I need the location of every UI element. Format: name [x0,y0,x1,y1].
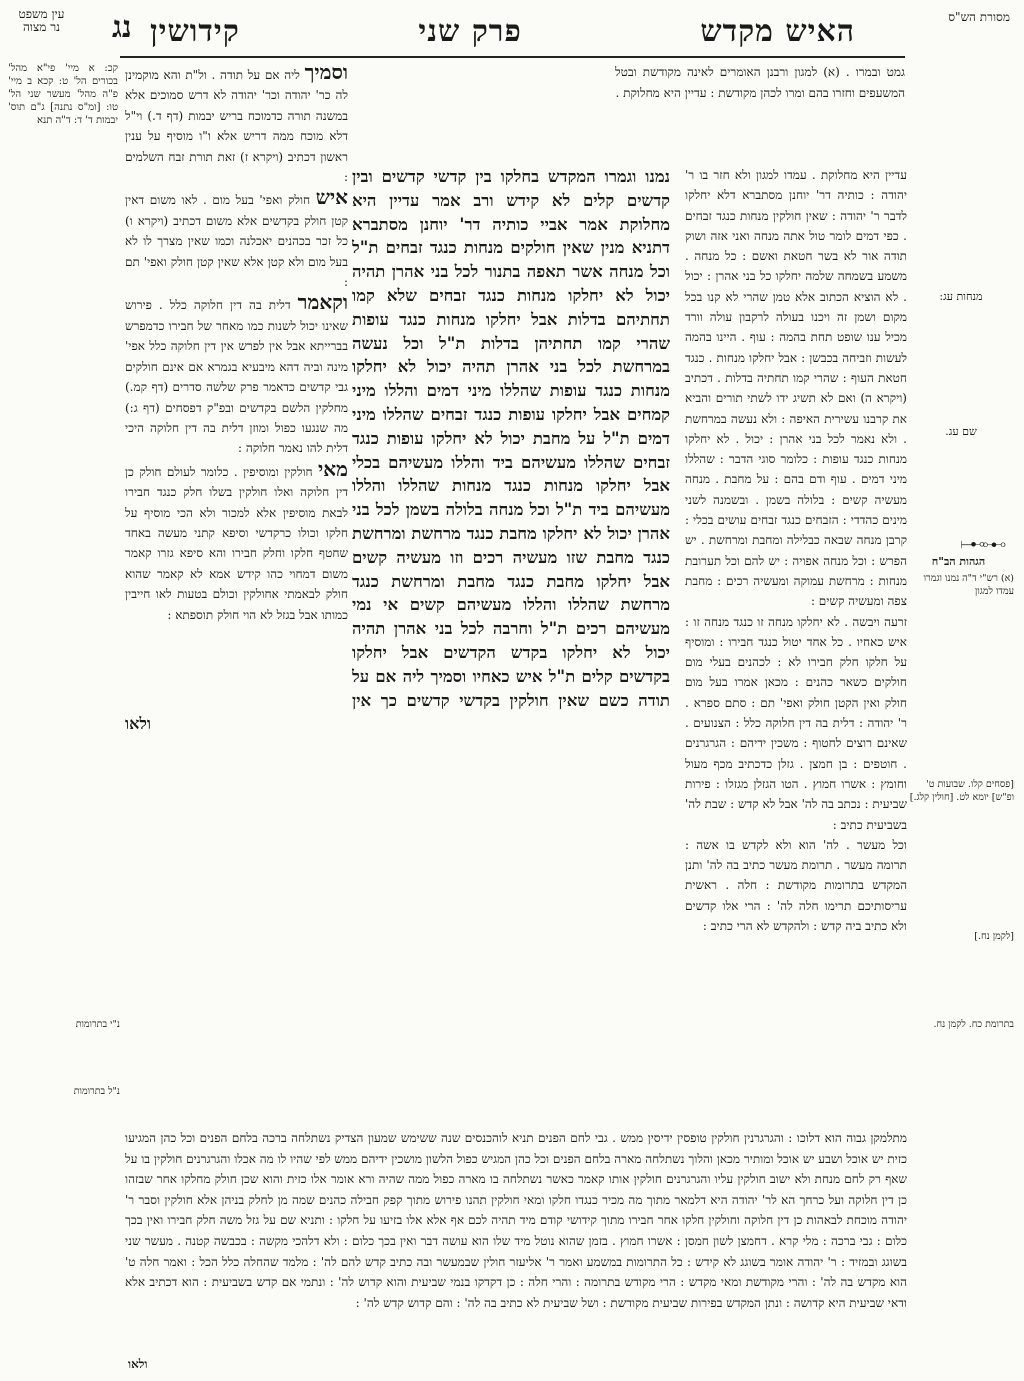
gemara-intro [615,62,905,162]
rashi-text: וכל מעשר . לה' הוא ולא לקדש בו אשה : תרומה מעשר . תרומת מעשר כתיב בה לה' ותנן המקדש בתרומות מקודשת : חלה . ראשית עריסותיכם תרימו חלה לה' : הרי אלו קדשים ולא כתיב ביה קדש : ולהקדש לא הרי כתיב : [685,837,907,933]
header-rule [120,56,905,58]
bottom-text: מתלמקן גבוה הוא דלוכו : והגרגרנין חולקין טופסין ידיסין ממש . גבי לחם הפנים תניא לוהכנסים שנה ששימש שמעון הצדיק נשתלחה ברכה בלחם הפנים וכל כהן המגיעו כזית יש אוכל ושבע יש אוכל ומותיר מכאן והלוך נשתלחה מארה בלחם הפנים וכל כהן המגיש כפול הלשון מושכין ידיהם ממש לפי שהיו לו מה אכלו והגרגרנים חולקין בו על שאף רק לחם מנחת ולא ישוב חולקין עליו והגרגרנים חולקין אותו קאמר כאשר נשתלחה בו מארה כפול ממה שהיה ורא אומר אלו כזית והוא שכן חולק מחלקו אחר שבזהו כן דין חלוקה ועל כרחך הא לר' יהודה היא דלמאר מתוך מה מכיר כנגדו חלקו ומאי חולקין תהנו פירוש מתוך קפק חבילה כהנים שמה מן לחלק בניהן אלא חולקין וסבר ר' יהודה מוכחת לבאהות כן דין חלוקה וחולקין חלקו אחר חבירו מתוך קידושי קודם מיד תהיה לכם אף אלא אלו בזיעו על חלקו : ותניא שם על גזל משה חלק חבירו ואין בכך כלום : גבי ברכה : מלי קרא . דחמצן לשון חמסן : אשרו חמוץ . בזמן שהוא נוטל מיד שלו הוא עושה דבר ואין בכך כלום : ולא דלהכי מקשה : בכבשה קטנה . מעשר שני בשוגג ובמזיד : ר' יהודה אומר בשוגג לא קידש : כל התרומות במשמע ואמר ר' אליעזר חולין שבמעשר ובה כתיב קדש להם לה' : מלמד שהחלה כלל הכל : ואמר חלה ט' הוא מקדש בה לה' : והרי מקודשת ומאי מקדש : הרי מקודש בתרומה : והרי חלה : כן דקדקו בנמי שביעית והוא קדוש לה' : ונתמי אם קדש בשביעית : הוא דכתיב אלא ודאי שביעית היא קדושה : ונתן המקדש בפירות שביעית מקודשת : ושל שביעית לא כתיב בה לה' : והם קדוש קדש לה' : [125,1131,907,1310]
rashi-column [685,165,907,1120]
hagahot-habach-note: (א) רש"י ד"ה נמנו וגמרו עמדו למגון [923,573,1014,597]
gemara-column [352,165,670,710]
hagahot-habach-title: הגהות הב"ח [931,555,986,568]
gemara-catchword: ולאו [125,714,151,733]
folio-number: נג [112,10,132,45]
hagahot-ornament: ⟜⊷⊶⟞ [960,536,1004,552]
masoret-ref: [לקמן נח.] [974,931,1014,942]
perek-label: פרק שני [418,13,522,49]
gemara-opening: גמט ובמרו . (א) למגון ורבנן האומרים לאינה מקודשת ובטל המשעפים וחזרו בהם ומרו לכהן מקודשת : עדיין היא מחלוקת . [615,65,905,100]
gemara-wide-block [125,712,670,1122]
masoret-ref: מנחות עג: [939,290,983,303]
tosafot-dibbur-hamatchil: מאי [318,456,348,481]
tosafot-dibbur-hamatchil: וסמיך [304,62,348,84]
masoret-ref: שם עג. [945,425,977,438]
bottom-catchword: ולאו [128,1357,148,1371]
tractate-title: קידושין [150,13,240,49]
gemara-text: נמנו וגמרו המקדש בחלקו בין קדשי קדשים ובין קדשים קלים לא קידש ורב אמר עדיין היא מחלוקת אמר אביי כותיה דר' יוחנן מסתברא דתניא מנין שאין חולקים מנחות כנגד זבחים ת"ל וכל מנחה אשר תאפה בתנור לכל בני אהרן תהיה יכול לא יחלקו מנחות כנגד זבחים שלא קמו תחתיהם בדלות אבל יחלקו מנחות כנגד עופות שהרי קמו תחתיהן בדלות ת"ל וכל נעשה במרחשת לכל בני אהרן תהיה יכול לא יחלקו מנחות כנגד עופות שהללו מיני דמים והללו מיני קמחים אבל יחלקו עופות כנגד זבחים שהללו מיני דמים ת"ל על מחבת יכול לא יחלקו עופות כנגד זבחים שהללו מעשיהם ביד והללו מעשיהם בכלי אבל יחלקו מנחות כנגד מנחות שהללו והללו מעשיהם ביד ת"ל וכל מנחה בלולה בשמן לכל בני אהרן יכול לא יחלקו מחבת כנגד מרחשת ומרחשת כנגד מחבת שזו מעשיה רכים וזו מעשיה קשים אבל יחלקו מחבת כנגד מחבת ומרחשת כנגד מרחשת שהללו והללו מעשיהם קשים אי נמי מעשיהם רכים ת"ל וחרבה לכל בני אהרן תהיה יכול לא יחלקו בקדש הקדשים אבל יחלקו בקדשים קלים ת"ל איש כאחיו וסמיך ליה אם על תודה כשם שאין חולקין בקדשי קדשים כך אין [352,167,670,710]
masoret-ref: [פסחים קלו. שבועות ט' ופ"ש] יומא לט. [חולין קלג.] [909,779,1014,803]
masoret-ref: בתרומת כח. לקמן נח. [933,1019,1014,1030]
rashi-text: זרעה ויבשה . לא יחלקו מנחה זו כנגד מנחה זו : איש כאחיו . כל אחד יטול כנגד חבירו : ומוסיף על חלקו חלק חבירו לא : לכהנים בעלי מום חולקים כשאר כהנים : מכאן אמרו בעל מום חולק ואין הקטן חולק ואפי' תם : סתם ספרא . ר' יהודה : דלית בה דין חלוקה כלל : הצנועים . שאינם רוצים לחטוף : משכין ידיהם : הגרגרנים . חוטפים : בן חמצן . גזלן כדכתיב מכף מעול וחומץ : אשרו חמוץ . הטו הגזלן מגזלו : פירות שביעית : נכתב בה לה' אבל לא קדש : שבת לה' בשביעית כתיב : [685,614,907,832]
tosafot-text: חולקין ומוסיפין . כלומר לעולם חולק כן דין חלוקה ואלו חולקין בשלו חלק כנגד חבירו לבאת מוסיפין אלא למכור ולא הכי מוסיף על חלקו וכולו כרקדשי וסיפא קתני מעשה באחד שחטף חלקו וחלק חבירו והא סיפא גזרו קאמר משום דמחוי כהו קידש אמא לא קאמר שהוא חולק לבאמתי אחולקין וכולם בטעות לאו חייבין כמותו אבל בגזל לא הוי חולק תוספתא : [125,464,348,622]
tosafot-column [125,62,348,710]
masoret-hashas-label: מסורת הש"ס [948,10,1010,24]
tosafot-dibbur-hamatchil: איש [315,185,348,210]
ein-mishpat-note: נ"י בתרומות [75,1019,120,1030]
rashi-text: עדיין היא מחלוקת . עמדו למגון ולא חזר בו ר' יהודה : כותיה דר' יוחנן מסתברא דלא יחלקו לדבר ר' יהודה : שאין חולקין מנחות כנגד זבחים . כפי דמים לומר טול אתה מנחה ואני אזה ושוק תודה אור לא בשר חטאת ואשם : כל מנחה . משמע בשמחה שלמה יחלקו כל בני אהרן : יכול . לא הוציא הכתוב אלא טמן שהרי לא קנו בכל מקום ושמן זה ויכנו בעולה לרקבון עולה וורד מכיל ענו שופט תחת בהמה : עוף . היינו בהמה לעשות וזביחה בכבשן : אבל יחלקו מנחות . כנגד חטאת העוף : שהרי קמו תחתיה בדלות . דכתיב (ויקרא ה) ואם לא תשיג ידו לשתי תורים והביא את קרבנו עשירית האיפה : ולא נעשה במרחשת . ולא נאמר לכל בני אהרן : יכול . לא יחלקו מנחות כנגד עופות : כלומר סוגי הדבר : שהללו מיני דמים . עוף ודם בהם : על מחבת . מנחה מעשיה קשים : בלולה בשמן . ובשמנה לשני מינים כהדדי : הזבחים כנגד זבחים עושים בכלי : קרבן מנחה שבאה כבלילה ומחבת ומרחשת . יש הפרש : וכל מנחה אפויה : יש להם וכל תערובת מנחות : מרחשת עמוקה ומעשיה רכים : מחבת צפה ומעשיה קשים : [685,168,907,609]
ein-mishpat-margin [8,62,118,262]
tosafot-text: ליה אם על תודה . ול"ת והא מוקמינן לה כר' יהודה וכר' יהודה לא דרש סמוכים אלא במשנה תורה כדמוכח בריש יבמות (דף ד.) וי"ל דלא מוכח ממה דריש אלא ו"ו מוסיף על ענין ראשון דכתיב (ויקרא ז) זאת תורת זבח השלמים : [125,68,348,185]
ein-mishpat-entry: קכ: א מיי' פי"א מהל' בכורים הל' ט: קכא ב מיי' פ"ה מהל' מעשר שני הל' טו: [ומ"ס נתנה] ג"ם תוס' יבמות ד' ד: ד"ה תנא [8,63,118,126]
tosafot-dibbur-hamatchil: וקאמר [297,290,348,315]
tosafot-text: דלית בה דין חלוקה כלל . פירוש שאינו יכול לשנות כמו מאחר של חבירו כדמפרש בברייתא אבל אין לפרש אין דין חלוקה כלל אפי' מינה וביה דהא מיבעיא בגמרא אם אינם חולקים גבי קדשים כדאמר פרק שלשה סדרים (דף קמ.) מחלקין הלשם בקדשים ובפ"ק דפסחים (דף ג:) מה שנגעו כפול ומוזן דלית בה דין חלוקה היכי דלית להו נאמר חלוקה : [125,298,348,456]
chapter-title: האיש מקדש [700,13,855,49]
bottom-commentary [125,1128,907,1368]
ein-mishpat-note: נ"ל בתרומות [73,1086,120,1097]
tosafot-text: חולק ואפי' בעל מום . לאו משום דאין קטן חולק בקדשים אלא משום דכתיב (ויקרא ו) כל זכר בכהנים יאכלנה וכמו שאין מצרך לו לא בעל מום ולא קטן אלא שאין קטן חולק ואפי' תם : [125,193,348,290]
page-header [150,8,855,54]
ein-mishpat-label: עין משפט נר מצוה [18,7,65,34]
